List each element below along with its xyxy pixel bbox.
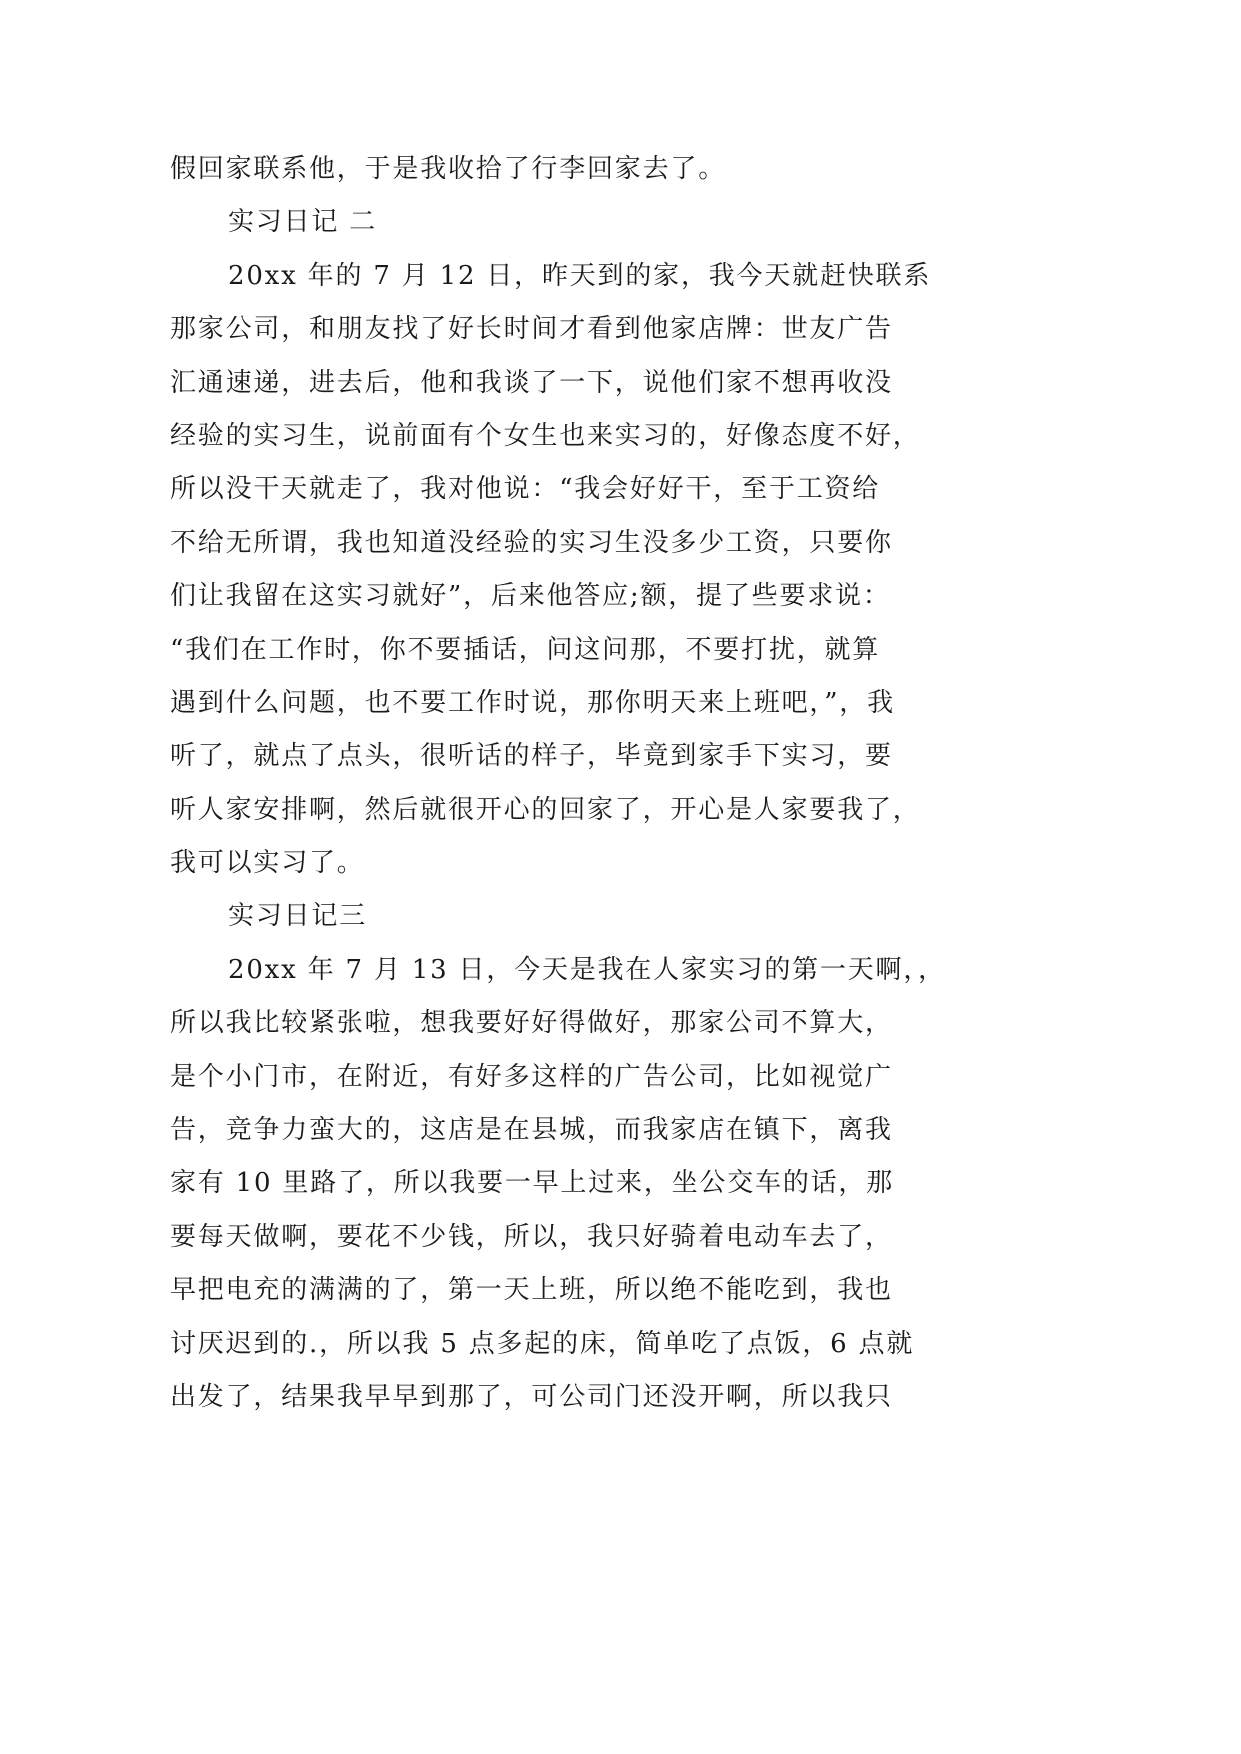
- text-line: 讨厌迟到的.，所以我 5 点多起的床，简单吃了点饭，6 点就: [170, 1328, 915, 1359]
- text-line: 要每天做啊，要花不少钱，所以，我只好骑着电动车去了，: [170, 1221, 893, 1252]
- text-line: 家有 10 里路了，所以我要一早上过来，坐公交车的话，那: [170, 1168, 895, 1199]
- text-line: “我们在工作时，你不要插话，问这问那，不要打扰，就算: [170, 634, 881, 665]
- document-body: [170, 143, 946, 1424]
- text-line: 是个小门市，在附近，有好多这样的广告公司，比如视觉广: [170, 1061, 893, 1092]
- text-line: 出发了，结果我早早到那了，可公司门还没开啊，所以我只: [170, 1381, 893, 1412]
- text-line: 所以没干天就走了，我对他说：“我会好好干，至于工资给: [170, 474, 881, 505]
- text-line: 不给无所谓，我也知道没经验的实习生没多少工资，只要你: [170, 527, 893, 558]
- text-line: 那家公司，和朋友找了好长时间才看到他家店牌：世友广告: [170, 314, 893, 345]
- text-line: 早把电充的满满的了，第一天上班，所以绝不能吃到，我也: [170, 1275, 893, 1306]
- text-line: 所以我比较紧张啦，想我要好好得做好，那家公司不算大，: [170, 1008, 893, 1039]
- text-line: 20xx 年的 7 月 12 日，昨天到的家，我今天就赶快联系: [228, 260, 932, 291]
- text-line: 20xx 年 7 月 13 日，今天是我在人家实习的第一天啊，，: [228, 954, 946, 985]
- text-line: 听人家安排啊，然后就很开心的回家了，开心是人家要我了，: [170, 794, 921, 825]
- text-line: 我可以实习了。: [170, 848, 365, 879]
- text-line: 经验的实习生，说前面有个女生也来实习的，好像态度不好，: [170, 420, 921, 451]
- text-line: 们让我留在这实习就好”，后来他答应;额，提了些要求说：: [170, 581, 891, 612]
- text-line: 实习日记三: [228, 901, 368, 932]
- text-line: 汇通速递，进去后，他和我谈了一下，说他们家不想再收没: [170, 367, 893, 398]
- text-line: 遇到什么问题，也不要工作时说，那你明天来上班吧，”，我: [170, 687, 895, 718]
- text-line: 告，竞争力蛮大的，这店是在县城，而我家店在镇下，离我: [170, 1115, 893, 1146]
- text-line: 假回家联系他，于是我收拾了行李回家去了。: [170, 154, 727, 184]
- text-line: 实习日记 二: [228, 207, 378, 238]
- text-line: 听了，就点了点头，很听话的样子，毕竟到家手下实习，要: [170, 741, 893, 772]
